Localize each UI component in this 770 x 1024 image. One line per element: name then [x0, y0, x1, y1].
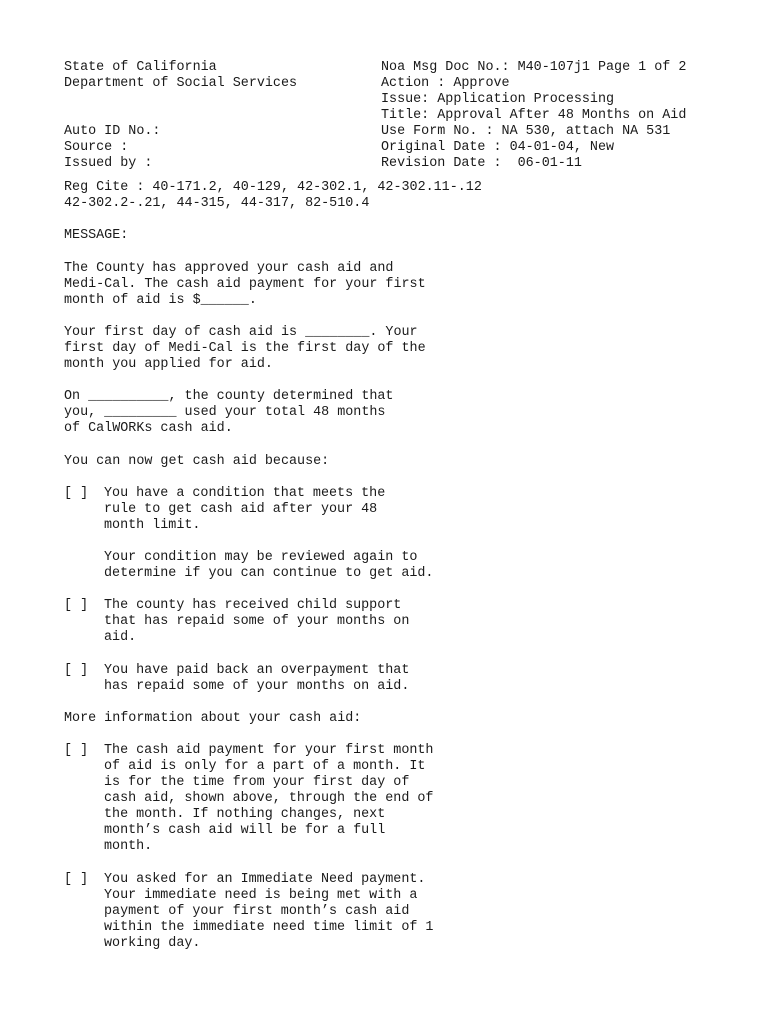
- option-line: The cash aid payment for your first month: [104, 743, 434, 758]
- option-line: within the immediate need time limit of 1: [104, 920, 434, 935]
- reg-cite-line: Reg Cite : 40-171.2, 40-129, 42-302.1, 42-302.11-.12: [64, 180, 482, 195]
- doc-revision-date: Revision Date : 06-01-11: [381, 156, 582, 171]
- para-line: On __________, the county determined that: [64, 389, 394, 404]
- option-line: cash aid, shown above, through the end of: [104, 791, 434, 806]
- option-line: You have paid back an overpayment that: [104, 663, 410, 678]
- para-line: you, _________ used your total 48 months: [64, 405, 386, 420]
- checkbox-partial-month[interactable]: [ ]: [64, 743, 89, 758]
- para-line: The County has approved your cash aid and: [64, 261, 394, 276]
- option-line: payment of your first month’s cash aid: [104, 904, 410, 919]
- option-line: You have a condition that meets the: [104, 486, 386, 501]
- checkbox-immediate-need[interactable]: [ ]: [64, 872, 89, 887]
- option-line: the month. If nothing changes, next: [104, 807, 386, 822]
- option-line: determine if you can continue to get aid.: [104, 566, 434, 581]
- option-line: of aid is only for a part of a month. It: [104, 759, 426, 774]
- agency-state: State of California: [64, 60, 217, 75]
- doc-action: Action : Approve: [381, 76, 510, 91]
- option-line: month’s cash aid will be for a full: [104, 823, 386, 838]
- para-line: Medi-Cal. The cash aid payment for your first: [64, 277, 426, 292]
- message-label: MESSAGE:: [64, 228, 129, 243]
- doc-form-number: Use Form No. : NA 530, attach NA 531: [381, 124, 671, 139]
- doc-number: Noa Msg Doc No.: M40-107j1 Page 1 of 2: [381, 60, 687, 75]
- para-line: Your first day of cash aid is ________. Your: [64, 325, 418, 340]
- option-line: has repaid some of your months on aid.: [104, 679, 410, 694]
- checkbox-condition[interactable]: [ ]: [64, 486, 89, 501]
- source-label: Source :: [64, 140, 129, 155]
- option-line: The county has received child support: [104, 598, 402, 613]
- checkbox-child-support[interactable]: [ ]: [64, 598, 89, 613]
- para-line: first day of Medi-Cal is the first day of the: [64, 341, 426, 356]
- option-line: working day.: [104, 936, 201, 951]
- option-line: You asked for an Immediate Need payment.: [104, 872, 426, 887]
- doc-issue: Issue: Application Processing: [381, 92, 615, 107]
- option-line: that has repaid some of your months on: [104, 614, 410, 629]
- para-line: month you applied for aid.: [64, 357, 273, 372]
- issued-by-label: Issued by :: [64, 156, 153, 171]
- para-line: month of aid is $______.: [64, 293, 257, 308]
- option-line: Your immediate need is being met with a: [104, 888, 418, 903]
- auto-id-label: Auto ID No.:: [64, 124, 161, 139]
- option-line: month limit.: [104, 518, 201, 533]
- option-line: is for the time from your first day of: [104, 775, 410, 790]
- option-line: rule to get cash aid after your 48: [104, 502, 378, 517]
- agency-department: Department of Social Services: [64, 76, 298, 91]
- para-line: of CalWORKs cash aid.: [64, 421, 233, 436]
- option-line: aid.: [104, 630, 137, 645]
- para-line: You can now get cash aid because:: [64, 454, 330, 469]
- more-info-heading: More information about your cash aid:: [64, 711, 362, 726]
- reg-cite-line: 42-302.2-.21, 44-315, 44-317, 82-510.4: [64, 196, 370, 211]
- doc-original-date: Original Date : 04-01-04, New: [381, 140, 615, 155]
- option-line: month.: [104, 839, 153, 854]
- doc-title: Title: Approval After 48 Months on Aid: [381, 108, 687, 123]
- checkbox-overpayment[interactable]: [ ]: [64, 663, 89, 678]
- option-line: Your condition may be reviewed again to: [104, 550, 418, 565]
